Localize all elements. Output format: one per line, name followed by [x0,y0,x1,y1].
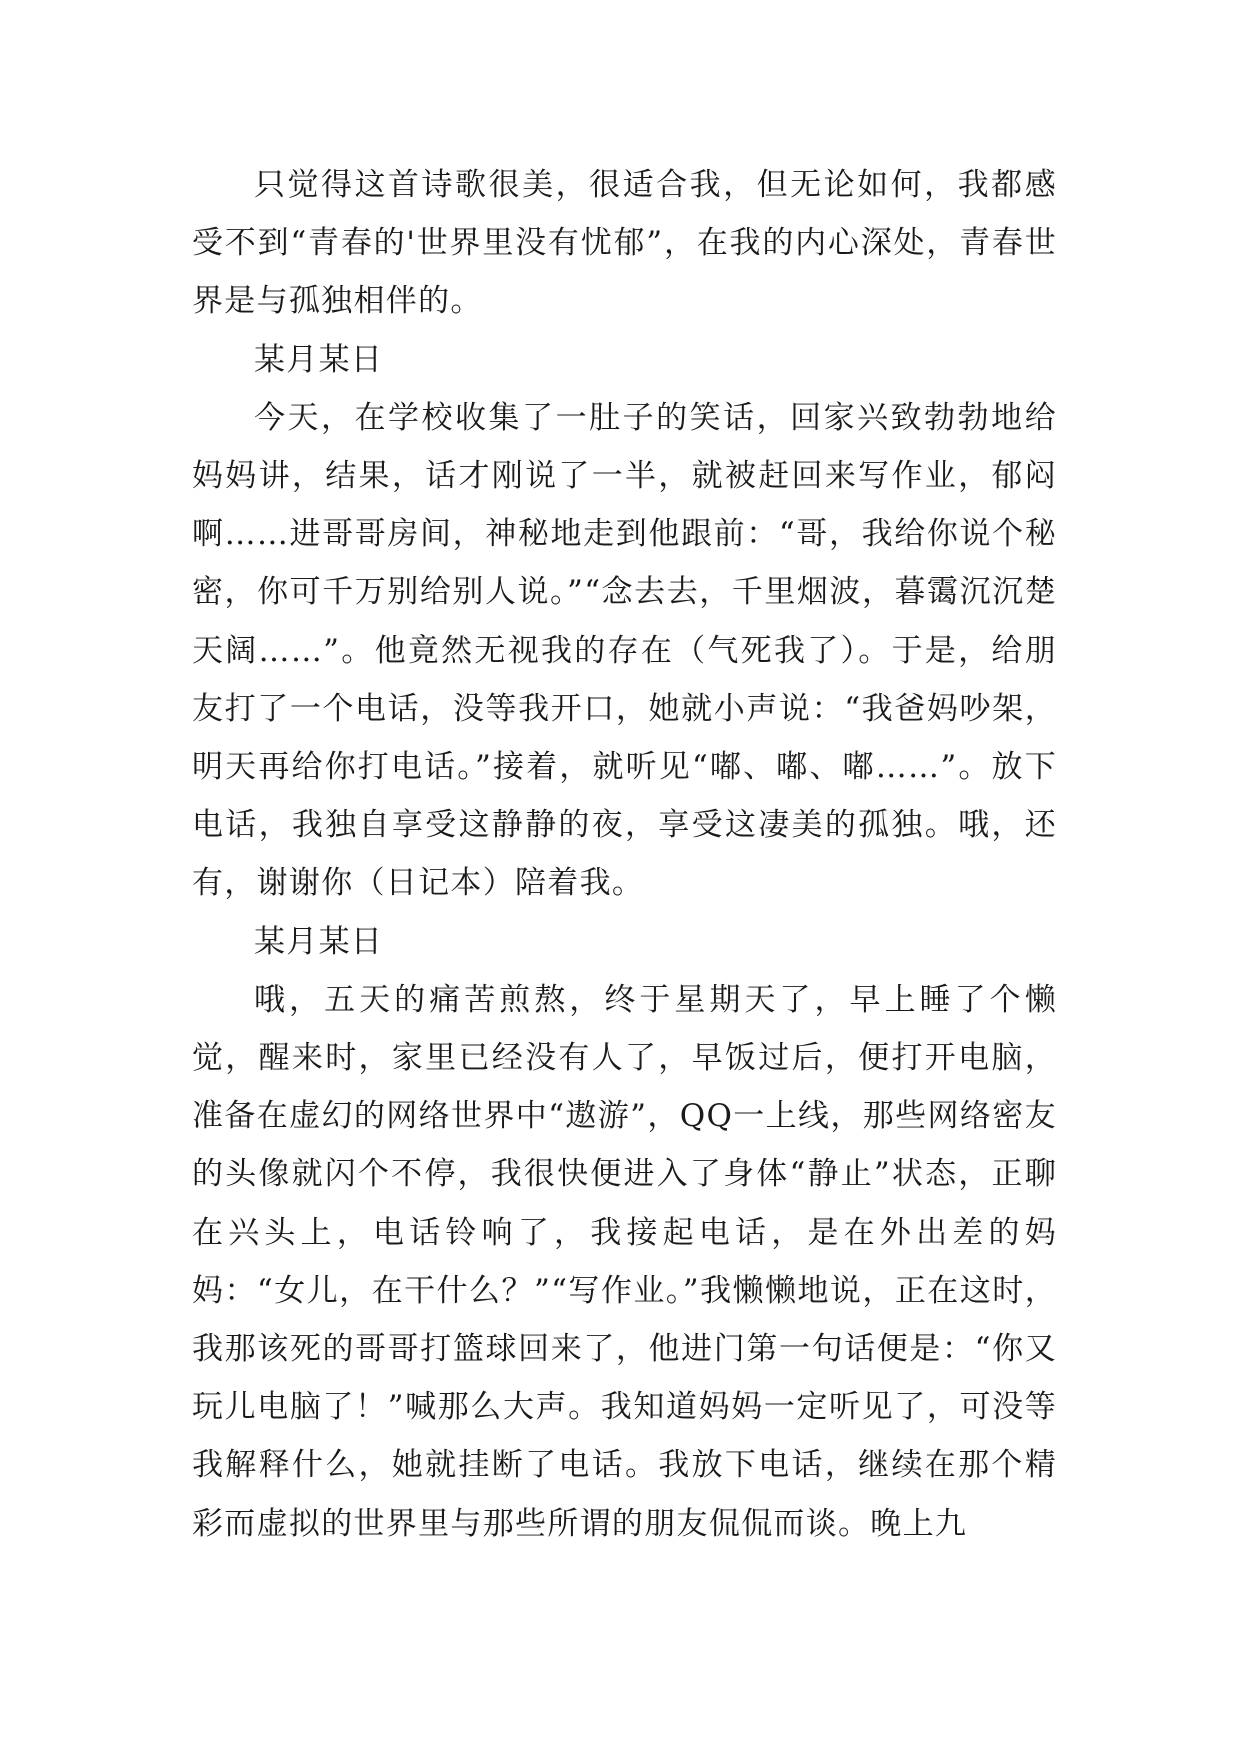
document-body [192,156,1057,1553]
paragraph-poem-reflection: 只觉得这首诗歌很美，很适合我，但无论如何，我都感受不到“青春的'世界里没有忧郁”，在我的内心深处，青春世界是与孤独相伴的。 [192,167,1057,320]
paragraph-sunday-computer: 哦，五天的痛苦煎熬，终于星期天了，早上睡了个懒觉，醒来时，家里已经没有人了，早饭过后，便打开电脑，准备在虚幻的网络世界中“遨游”，QQ一上线，那些网络密友的头像就闪个不停，我很快便进入了身体“静止”状态，正聊在兴头上，电话铃响了，我接起电话，是在外出差的妈妈：“女儿，在干什么？”“写作业。”我懒懒地说，正在这时，我那该死的哥哥打篮球回来了，他进门第一句话便是：“你又玩儿电脑了！”喊那么大声。我知道妈妈一定听见了，可没等我解释什么，她就挂断了电话。我放下电话，继续在那个精彩而虚拟的世界里与那些所谓的朋友侃侃而谈。晚上九 [192,981,1057,1542]
diary-date-heading: 某月某日 [254,923,384,960]
paragraph-jokes-evening: 今天，在学校收集了一肚子的笑话，回家兴致勃勃地给妈妈讲，结果，话才刚说了一半，就被赶回来写作业，郁闷啊……进哥哥房间，神秘地走到他跟前：“哥，我给你说个秘密，你可千万别给别人说。”“念去去，千里烟波，暮霭沉沉楚天阔……”。他竟然无视我的存在（气死我了）。于是，给朋友打了一个电话，没等我开口，她就小声说：“我爸妈吵架，明天再给你打电话。”接着，就听见“嘟、嘟、嘟……”。放下电话，我独自享受这静静的夜，享受这凄美的孤独。哦，还有，谢谢你（日记本）陪着我。 [192,399,1057,902]
diary-date-heading: 某月某日 [254,341,384,378]
